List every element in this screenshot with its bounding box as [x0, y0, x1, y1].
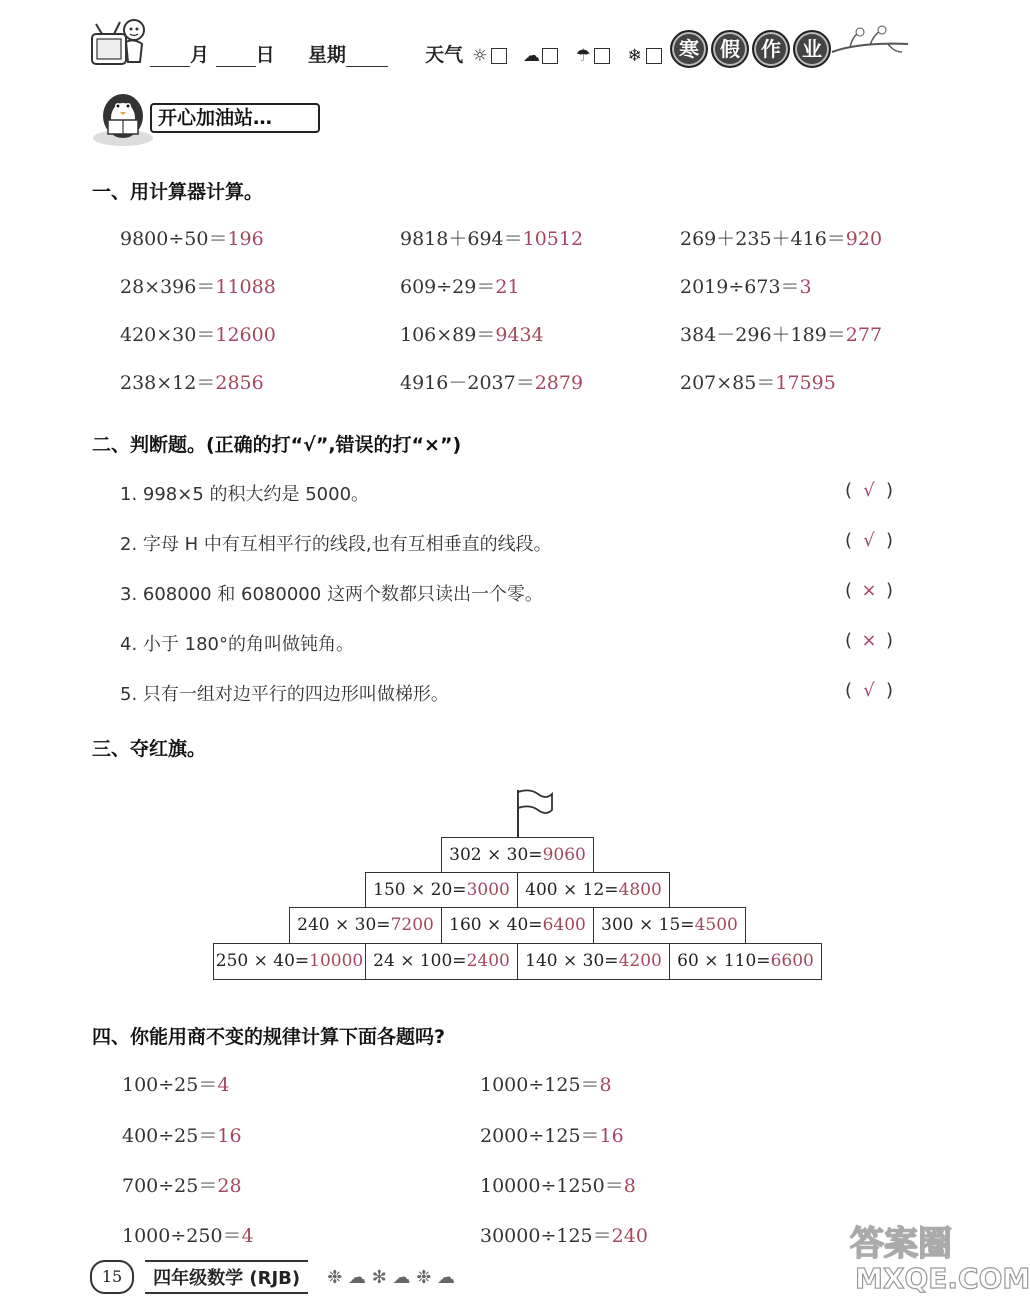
banner-box — [150, 103, 320, 133]
judge-mark[interactable]: × — [861, 630, 877, 651]
judge-mark[interactable]: √ — [863, 680, 875, 701]
pyramid-question: 302 × 30= — [449, 845, 543, 865]
quotient-question: 30000÷125＝ — [480, 1225, 612, 1247]
pyramid-answer[interactable]: 9060 — [542, 845, 586, 865]
calc-answer[interactable]: 3 — [799, 276, 812, 298]
snow-icon: ❄ — [627, 45, 642, 66]
pyramid-answer[interactable]: 4800 — [618, 880, 662, 900]
watermark-url: MXQE.COM — [855, 1262, 1030, 1295]
calc-answer[interactable]: 17595 — [775, 372, 836, 394]
calc-question: 269＋235＋416＝ — [680, 228, 846, 250]
calc-answer[interactable]: 2879 — [534, 372, 584, 394]
judge-answer-parens: ( × ) — [845, 580, 894, 601]
equation — [400, 272, 520, 299]
equation — [680, 368, 836, 395]
pyramid-cell — [593, 907, 746, 944]
judge-statement: 1. 998×5 的积大约是 5000。 — [120, 484, 370, 505]
quotient-question: 10000÷1250＝ — [480, 1175, 624, 1197]
calc-question: 9818＋694＝ — [400, 228, 523, 250]
watermark-logo-text: 答案圈 — [850, 1224, 952, 1264]
quotient-question: 400÷25＝ — [122, 1125, 218, 1147]
badge-char-1: 寒 — [670, 30, 708, 68]
judge-statement: 3. 608000 和 6080000 这两个数都只读出一个零。 — [120, 584, 543, 605]
equation — [480, 1070, 612, 1097]
day-blank[interactable] — [216, 48, 256, 67]
tv-kid-illustration — [88, 12, 148, 72]
badge-char-2: 假 — [711, 30, 749, 68]
judge-answer-parens: ( √ ) — [845, 530, 894, 551]
calc-answer[interactable]: 11088 — [215, 276, 276, 298]
weather-checkbox-snow[interactable] — [646, 48, 662, 64]
equation — [680, 272, 812, 299]
pyramid-cell — [517, 943, 670, 980]
badge-char-3: 作 — [752, 30, 790, 68]
judge-mark[interactable]: √ — [863, 530, 875, 551]
pyramid-answer[interactable]: 4500 — [694, 915, 738, 935]
calc-answer[interactable]: 21 — [495, 276, 520, 298]
banner-title: 开心加油站… — [158, 107, 273, 129]
day-label: 日 — [255, 44, 275, 66]
pyramid-question: 240 × 30= — [297, 915, 391, 935]
pyramid-question: 140 × 30= — [525, 951, 619, 971]
month-blank[interactable] — [150, 48, 190, 67]
equation — [480, 1121, 624, 1148]
pyramid-answer[interactable]: 6400 — [542, 915, 586, 935]
badge-char-4: 业 — [793, 30, 831, 68]
equation — [400, 368, 583, 395]
judge-statement: 2. 字母 H 中有互相平行的线段,也有互相垂直的线段。 — [120, 534, 552, 555]
quotient-answer[interactable]: 240 — [611, 1225, 648, 1247]
equation — [120, 272, 276, 299]
quotient-answer[interactable]: 8 — [623, 1175, 636, 1197]
watermark-logo — [850, 1216, 952, 1265]
pyramid-cell — [365, 943, 518, 980]
penguin-reader-icon — [92, 80, 154, 150]
calc-question: 4916－2037＝ — [400, 372, 535, 394]
calc-answer[interactable]: 920 — [845, 228, 883, 250]
section-1-title: 一、用计算器计算。 — [92, 181, 264, 203]
quotient-answer[interactable]: 28 — [217, 1175, 242, 1197]
pyramid-question: 400 × 12= — [525, 880, 619, 900]
equation — [120, 320, 276, 347]
branch-decoration-icon — [830, 22, 910, 66]
quotient-answer[interactable]: 16 — [217, 1125, 242, 1147]
section-2-title: 二、判断题。(正确的打“√”,错误的打“×”) — [92, 434, 462, 456]
cloud-decoration-icon: ❉ ☁ ✻ ☁ ❉ ☁ — [327, 1266, 456, 1288]
winter-homework-badge — [670, 30, 834, 68]
calc-question: 28×396＝ — [120, 276, 216, 298]
month-label: 月 — [190, 44, 210, 66]
quotient-question: 1000÷125＝ — [480, 1074, 600, 1096]
pyramid-question: 24 × 100= — [373, 951, 467, 971]
rain-icon: ☂ — [575, 45, 591, 66]
equation — [122, 1121, 242, 1148]
book-title: 四年级数学 (RJB) — [145, 1260, 308, 1294]
quotient-question: 700÷25＝ — [122, 1175, 218, 1197]
calc-question: 207×85＝ — [680, 372, 776, 394]
pyramid-answer[interactable]: 10000 — [309, 951, 364, 971]
pyramid-question: 160 × 40= — [449, 915, 543, 935]
equation — [480, 1171, 636, 1198]
calc-question: 106×89＝ — [400, 324, 496, 346]
equation — [122, 1171, 242, 1198]
pyramid-cell — [517, 872, 670, 909]
pyramid-question: 300 × 15= — [601, 915, 695, 935]
calc-question: 609÷29＝ — [400, 276, 496, 298]
equation — [120, 224, 264, 251]
pyramid-question: 60 × 110= — [677, 951, 771, 971]
calc-answer[interactable]: 12600 — [215, 324, 276, 346]
judge-answer-parens: ( × ) — [845, 630, 894, 651]
calc-answer[interactable]: 277 — [845, 324, 883, 346]
quotient-answer[interactable]: 4 — [217, 1074, 230, 1096]
quotient-answer[interactable]: 16 — [599, 1125, 624, 1147]
quotient-question: 100÷25＝ — [122, 1074, 218, 1096]
calc-question: 9800÷50＝ — [120, 228, 228, 250]
judge-answer-parens: ( √ ) — [845, 680, 894, 701]
date-line — [150, 40, 662, 67]
pyramid-cell — [365, 872, 518, 909]
pyramid-answer[interactable]: 6600 — [770, 951, 814, 971]
footer — [90, 1260, 455, 1294]
calc-question: 238×12＝ — [120, 372, 216, 394]
calc-question: 420×30＝ — [120, 324, 216, 346]
calc-answer[interactable]: 196 — [227, 228, 264, 250]
calc-answer[interactable]: 10512 — [522, 228, 584, 250]
equation — [680, 320, 882, 347]
equation — [400, 224, 583, 251]
weekday-blank[interactable] — [346, 48, 388, 67]
weather-checkbox-cloud[interactable] — [542, 48, 558, 64]
judge-statement: 4. 小于 180°的角叫做钝角。 — [120, 634, 354, 655]
calc-question: 384－296＋189＝ — [680, 324, 846, 346]
equation — [480, 1221, 648, 1248]
weather-checkbox-rain[interactable] — [594, 48, 610, 64]
pyramid-answer[interactable]: 7200 — [390, 915, 434, 935]
calc-answer[interactable]: 9434 — [495, 324, 544, 346]
pyramid-cell — [441, 907, 594, 944]
section-4-title: 四、你能用商不变的规律计算下面各题吗? — [92, 1026, 446, 1048]
equation — [400, 320, 544, 347]
cloud-icon: ☁ — [522, 45, 540, 66]
pyramid-question: 250 × 40= — [215, 951, 310, 971]
judge-statement: 5. 只有一组对边平行的四边形叫做梯形。 — [120, 684, 449, 705]
equation — [122, 1221, 254, 1248]
page-number: 15 — [90, 1260, 134, 1294]
pyramid-cell — [669, 943, 822, 980]
pyramid-cell — [441, 837, 594, 874]
red-flag-icon — [508, 788, 556, 842]
quotient-answer[interactable]: 4 — [241, 1225, 254, 1247]
equation — [122, 1070, 229, 1097]
quotient-question: 1000÷250＝ — [122, 1225, 242, 1247]
judge-answer-parens: ( √ ) — [845, 480, 894, 501]
quotient-question: 2000÷125＝ — [480, 1125, 600, 1147]
weather-label: 天气 — [425, 44, 464, 66]
calc-answer[interactable]: 2856 — [215, 372, 264, 394]
pyramid-answer[interactable]: 2400 — [466, 951, 510, 971]
equation — [120, 368, 264, 395]
weekday-label: 星期 — [307, 44, 346, 66]
pyramid-cell — [289, 907, 442, 944]
quotient-answer[interactable]: 8 — [599, 1074, 612, 1096]
calc-question: 2019÷673＝ — [680, 276, 800, 298]
section-3-title: 三、夺红旗。 — [92, 738, 207, 760]
pyramid-answer[interactable]: 3000 — [466, 880, 510, 900]
equation — [680, 224, 882, 251]
judge-mark[interactable]: √ — [863, 480, 875, 501]
judge-mark[interactable]: × — [861, 580, 877, 601]
pyramid-question: 150 × 20= — [373, 880, 467, 900]
pyramid-answer[interactable]: 4200 — [618, 951, 662, 971]
weather-checkbox-sun[interactable] — [491, 48, 507, 64]
pyramid-cell — [213, 943, 366, 980]
sun-icon: ☼ — [472, 45, 488, 66]
